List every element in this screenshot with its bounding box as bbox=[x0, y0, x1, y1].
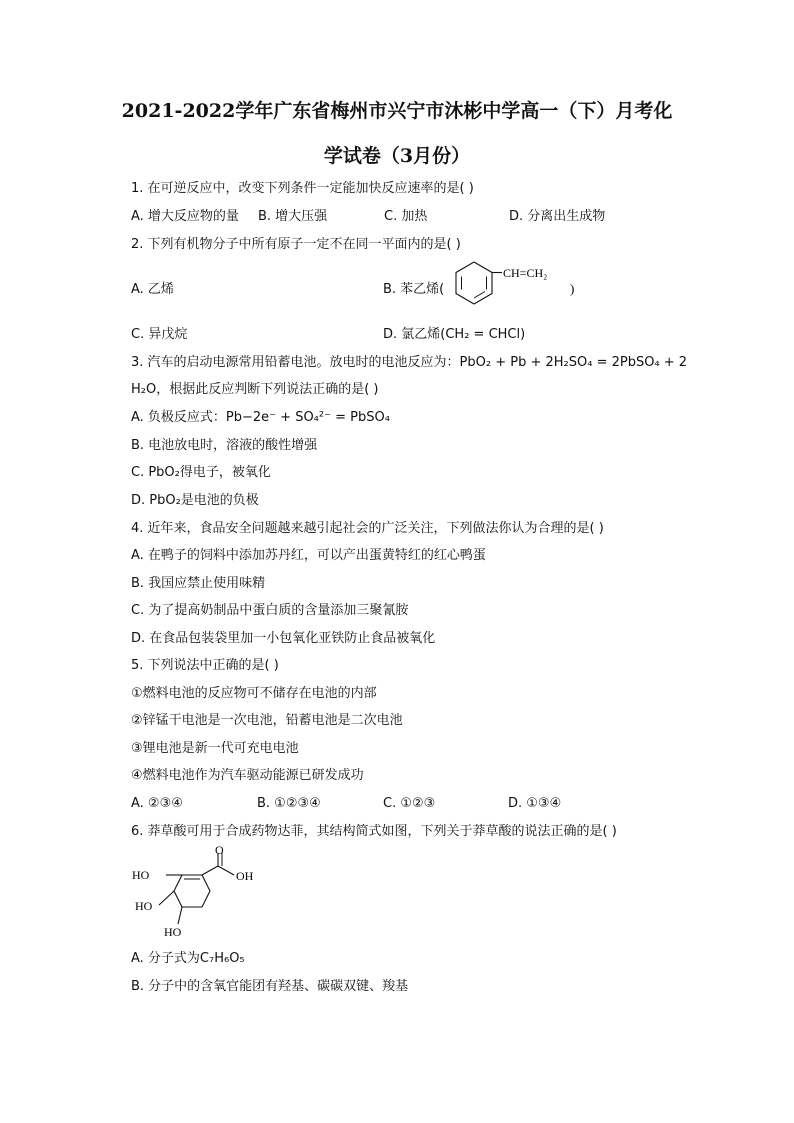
q3-stem-line-1: 3. 汽车的启动电源常用铅蓄电池。放电时的电池反应为：PbO₂ + Pb + 2H₂SO₄ = 2PbSO₄ + 2 bbox=[131, 355, 688, 370]
q1-stem: 1. 在可逆反应中，改变下列条件一定能加快反应速率的是( ) bbox=[131, 181, 474, 196]
q5-statement-2: ②锌锰干电池是一次电池，铅蓄电池是二次电池 bbox=[131, 713, 403, 728]
q3-option-c: C. PbO₂得电子，被氧化 bbox=[131, 465, 271, 480]
q3-stem-line-2: H₂O，根据此反应判断下列说法正确的是( ) bbox=[131, 382, 379, 397]
q4-option-a: A. 在鸭子的饲料中添加苏丹红，可以产出蛋黄特红的红心鸭蛋 bbox=[131, 548, 486, 563]
styrene-vinyl-label: CH=CH₂ bbox=[503, 266, 548, 280]
q5-option-d: D. ①③④ bbox=[508, 796, 562, 811]
exam-title-line-1: 2021-2022学年广东省梅州市兴宁市沐彬中学高一（下）月考化 bbox=[121, 100, 673, 122]
carboxyl-oh-label: OH bbox=[236, 869, 254, 883]
q2-option-b: B. 苯乙烯( bbox=[383, 282, 445, 297]
q5-statement-3: ③锂电池是新一代可充电电池 bbox=[131, 741, 299, 756]
ho-label-3: HO bbox=[164, 925, 182, 939]
q6-option-a: A. 分子式为C₇H₆O₅ bbox=[131, 951, 245, 966]
q1-option-a: A. 增大反应物的量 bbox=[131, 209, 239, 224]
q4-option-b: B. 我国应禁止使用味精 bbox=[131, 576, 266, 591]
q5-statement-4: ④燃料电池作为汽车驱动能源已研发成功 bbox=[131, 768, 364, 783]
q2-option-d: D. 氯乙烯(CH₂ = CHCl) bbox=[383, 327, 526, 342]
q3-option-a: A. 负极反应式：Pb−2e⁻ + SO₄²⁻ = PbSO₄ bbox=[131, 410, 390, 425]
q2-option-c: C. 异戊烷 bbox=[131, 327, 188, 342]
q1-option-b: B. 增大压强 bbox=[258, 209, 328, 224]
q4-option-c: C. 为了提高奶制品中蛋白质的含量添加三聚氰胺 bbox=[131, 603, 409, 618]
q6-option-b: B. 分子中的含氧官能团有羟基、碳碳双键、羧基 bbox=[131, 979, 409, 994]
q5-option-a: A. ②③④ bbox=[131, 796, 183, 811]
q5-option-c: C. ①②③ bbox=[383, 796, 436, 811]
q1-option-d: D. 分离出生成物 bbox=[509, 209, 606, 224]
ho-label-1: HO bbox=[132, 868, 150, 882]
carbonyl-o-label: O bbox=[215, 844, 224, 857]
q2-stem: 2. 下列有机物分子中所有原子一定不在同一平面内的是( ) bbox=[131, 237, 461, 252]
q4-option-d: D. 在食品包装袋里加一小包氧化亚铁防止食品被氧化 bbox=[131, 631, 436, 646]
q5-option-b: B. ①②③④ bbox=[257, 796, 321, 811]
q4-stem: 4. 近年来，食品安全问题越来越引起社会的广泛关注，下列做法你认为合理的是( ) bbox=[131, 521, 604, 536]
q2-option-a: A. 乙烯 bbox=[131, 282, 174, 297]
q6-stem: 6. 莽草酸可用于合成药物达菲，其结构简式如图，下列关于莽草酸的说法正确的是( ) bbox=[131, 824, 617, 839]
q5-stem: 5. 下列说法中正确的是( ) bbox=[131, 658, 279, 673]
q2-option-b-close-paren: ) bbox=[570, 281, 575, 296]
q3-option-d: D. PbO₂是电池的负极 bbox=[131, 493, 259, 508]
q1-option-c: C. 加热 bbox=[384, 209, 428, 224]
ho-label-2: HO bbox=[135, 899, 153, 913]
exam-title-line-2: 学试卷（3月份） bbox=[323, 145, 471, 167]
q3-option-b: B. 电池放电时，溶液的酸性增强 bbox=[131, 438, 318, 453]
q5-statement-1: ①燃料电池的反应物可不储存在电池的内部 bbox=[131, 686, 377, 701]
shikimic-acid-structure bbox=[126, 844, 276, 944]
styrene-structure bbox=[448, 258, 583, 320]
